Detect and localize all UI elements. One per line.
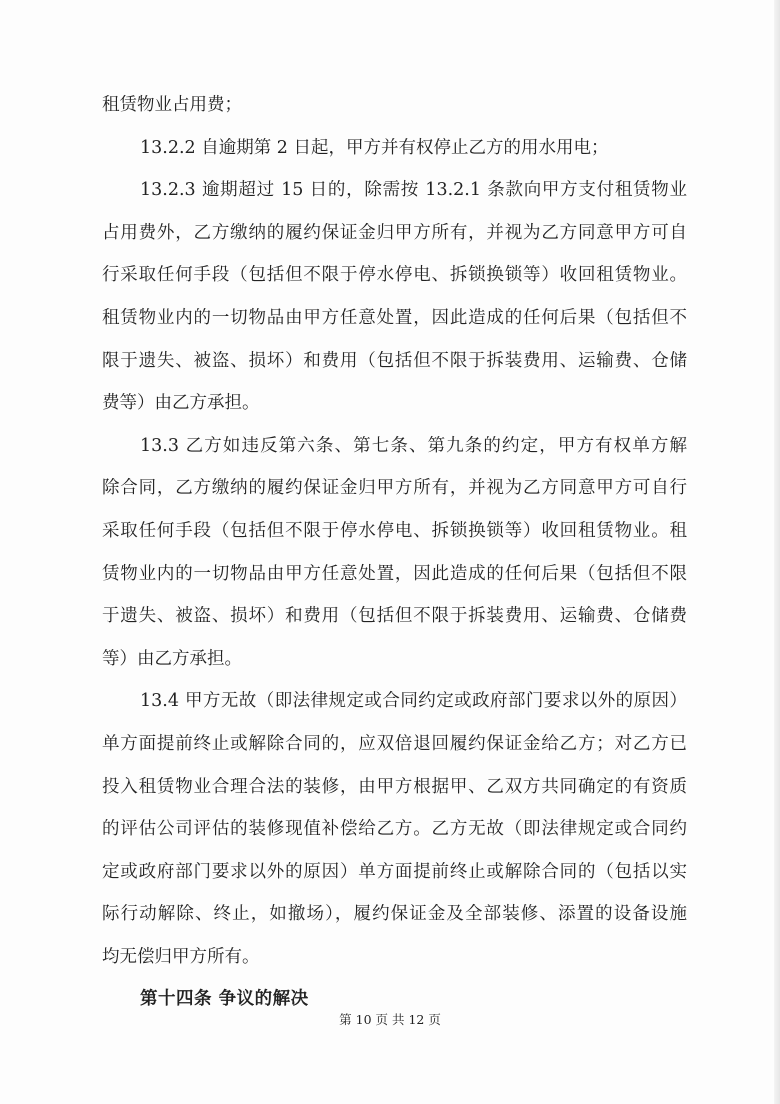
text-line: 的评估公司评估的装修现值补偿给乙方。乙方无故（即法律规定或合同约 [102,819,687,840]
text-line: 限于遗失、被盗、损坏）和费用（包括但不限于拆装费用、运输费、仓储 [102,350,687,371]
text-line: 定或政府部门要求以外的原因）单方面提前终止或解除合同的（包括以实 [102,861,687,882]
section-heading: 第十四条 争议的解决 [140,989,309,1010]
text-line: 于遗失、被盗、损坏）和费用（包括但不限于拆装费用、运输费、仓储费 [102,606,687,627]
text-line: 单方面提前终止或解除合同的，应双倍退回履约保证金给乙方；对乙方已 [102,733,687,754]
text-line: 除合同，乙方缴纳的履约保证金归甲方所有，并视为乙方同意甲方可自行 [102,478,687,499]
text-line: 租赁物业占用费； [102,95,242,115]
body-text [102,84,687,1021]
text-line: 赁物业内的一切物品由甲方任意处置，因此造成的任何后果（包括但不限 [102,563,687,584]
text-line: 占用费外，乙方缴纳的履约保证金归甲方所有，并视为乙方同意甲方可自 [102,222,687,243]
text-line: 投入租赁物业合理合法的装修，由甲方根据甲、乙双方共同确定的有资质 [102,776,687,797]
page-footer: 第 10 页 共 12 页 [339,1012,441,1027]
clause-13-4: 13.4 甲方无故（即法律规定或合同约定或政府部门要求以外的原因） [140,691,687,712]
clause-13-2-2: 13.2.2 自逾期第 2 日起，甲方并有权停止乙方的用水用电； [140,137,609,158]
text-line: 等）由乙方承担。 [102,648,242,669]
text-line: 租赁物业内的一切物品由甲方任意处置，因此造成的任何后果（包括但不 [102,307,687,328]
text-line: 费等）由乙方承担。 [102,393,260,414]
clause-13-2-3: 13.2.3 逾期超过 15 日的，除需按 13.2.1 条款向甲方支付租赁物业 [140,180,687,201]
text-line: 际行动解除、终止，如撤场），履约保证金及全部装修、添置的设备设施 [102,904,687,925]
clause-13-3: 13.3 乙方如违反第六条、第七条、第九条的约定，甲方有权单方解 [140,435,687,456]
text-line: 均无偿归甲方所有。 [102,946,260,967]
text-line: 行采取任何手段（包括但不限于停水停电、拆锁换锁等）收回租赁物业。 [102,265,687,286]
scan-edge [774,0,780,1104]
text-line: 采取任何手段（包括但不限于停水停电、拆锁换锁等）收回租赁物业。租 [102,520,687,541]
